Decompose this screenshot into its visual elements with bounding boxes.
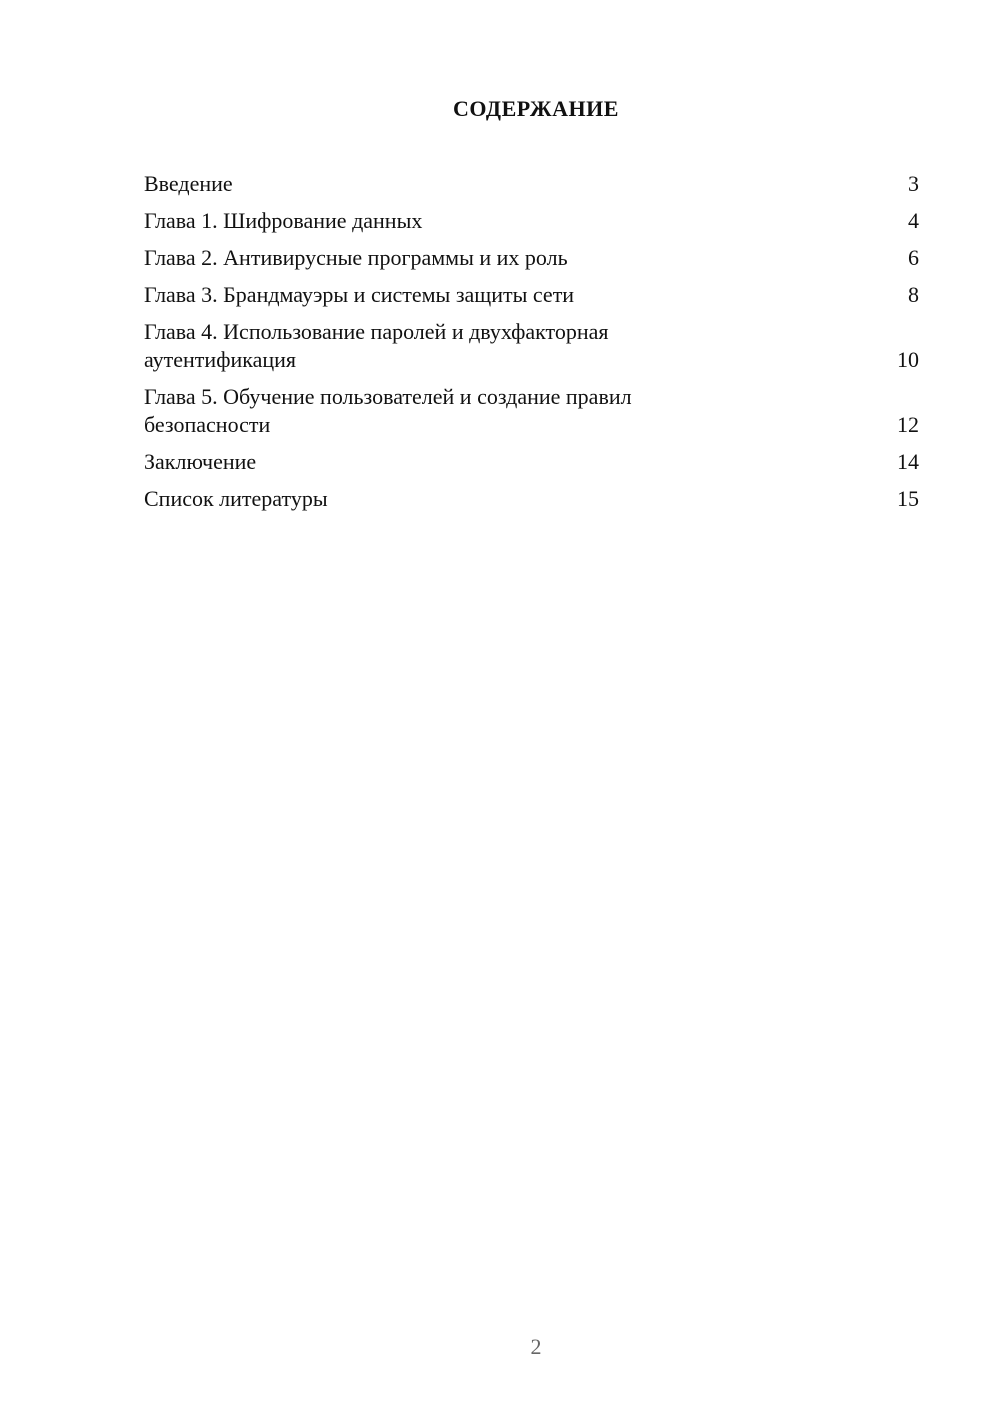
toc-entry-label — [144, 207, 422, 235]
toc-entry-label — [144, 170, 233, 198]
toc-entry-label-line: Глава 4. Использование паролей и двухфакторная — [144, 319, 609, 344]
toc-entry-label-line: безопасности — [144, 412, 271, 437]
toc-entry[interactable] — [144, 448, 919, 476]
toc-entry-page: 4 — [908, 208, 919, 233]
toc-entry[interactable] — [144, 170, 919, 198]
toc-entry-label — [144, 485, 328, 513]
toc-entry-label — [144, 281, 574, 309]
table-of-contents — [144, 170, 919, 522]
toc-entry-label — [144, 448, 256, 476]
toc-entry-label-line: Глава 1. Шифрование данных — [144, 208, 423, 233]
toc-entry[interactable] — [144, 281, 919, 309]
page-number: 2 — [530, 1334, 542, 1359]
toc-entry-label — [144, 383, 632, 439]
toc-entry-label — [144, 318, 608, 374]
toc-entry-label-line: Список литературы — [144, 486, 328, 511]
toc-entry[interactable] — [144, 207, 919, 235]
toc-entry-page: 10 — [897, 347, 919, 372]
toc-entry-label-line: аутентификация — [144, 347, 297, 372]
toc-entry-label-line: Введение — [144, 171, 233, 196]
toc-entry-label — [144, 244, 568, 272]
toc-entry-page: 14 — [897, 449, 919, 474]
toc-entry-page: 12 — [897, 412, 919, 437]
toc-entry-label-line: Глава 2. Антивирусные программы и их роль — [144, 245, 568, 270]
toc-entry[interactable] — [144, 244, 919, 272]
toc-entry-label-line: Глава 5. Обучение пользователей и создание правил — [144, 384, 632, 409]
toc-heading: СОДЕРЖАНИЕ — [453, 96, 619, 121]
toc-entry-page: 6 — [908, 245, 919, 270]
toc-entry-label-line: Заключение — [144, 449, 257, 474]
toc-entry-page: 3 — [908, 171, 919, 196]
toc-entry-page: 15 — [897, 486, 919, 511]
toc-entry-page: 8 — [908, 282, 919, 307]
toc-entry[interactable] — [144, 318, 919, 374]
toc-entry-label-line: Глава 3. Брандмауэры и системы защиты сети — [144, 282, 575, 307]
toc-entry[interactable] — [144, 383, 919, 439]
toc-entry[interactable] — [144, 485, 919, 513]
